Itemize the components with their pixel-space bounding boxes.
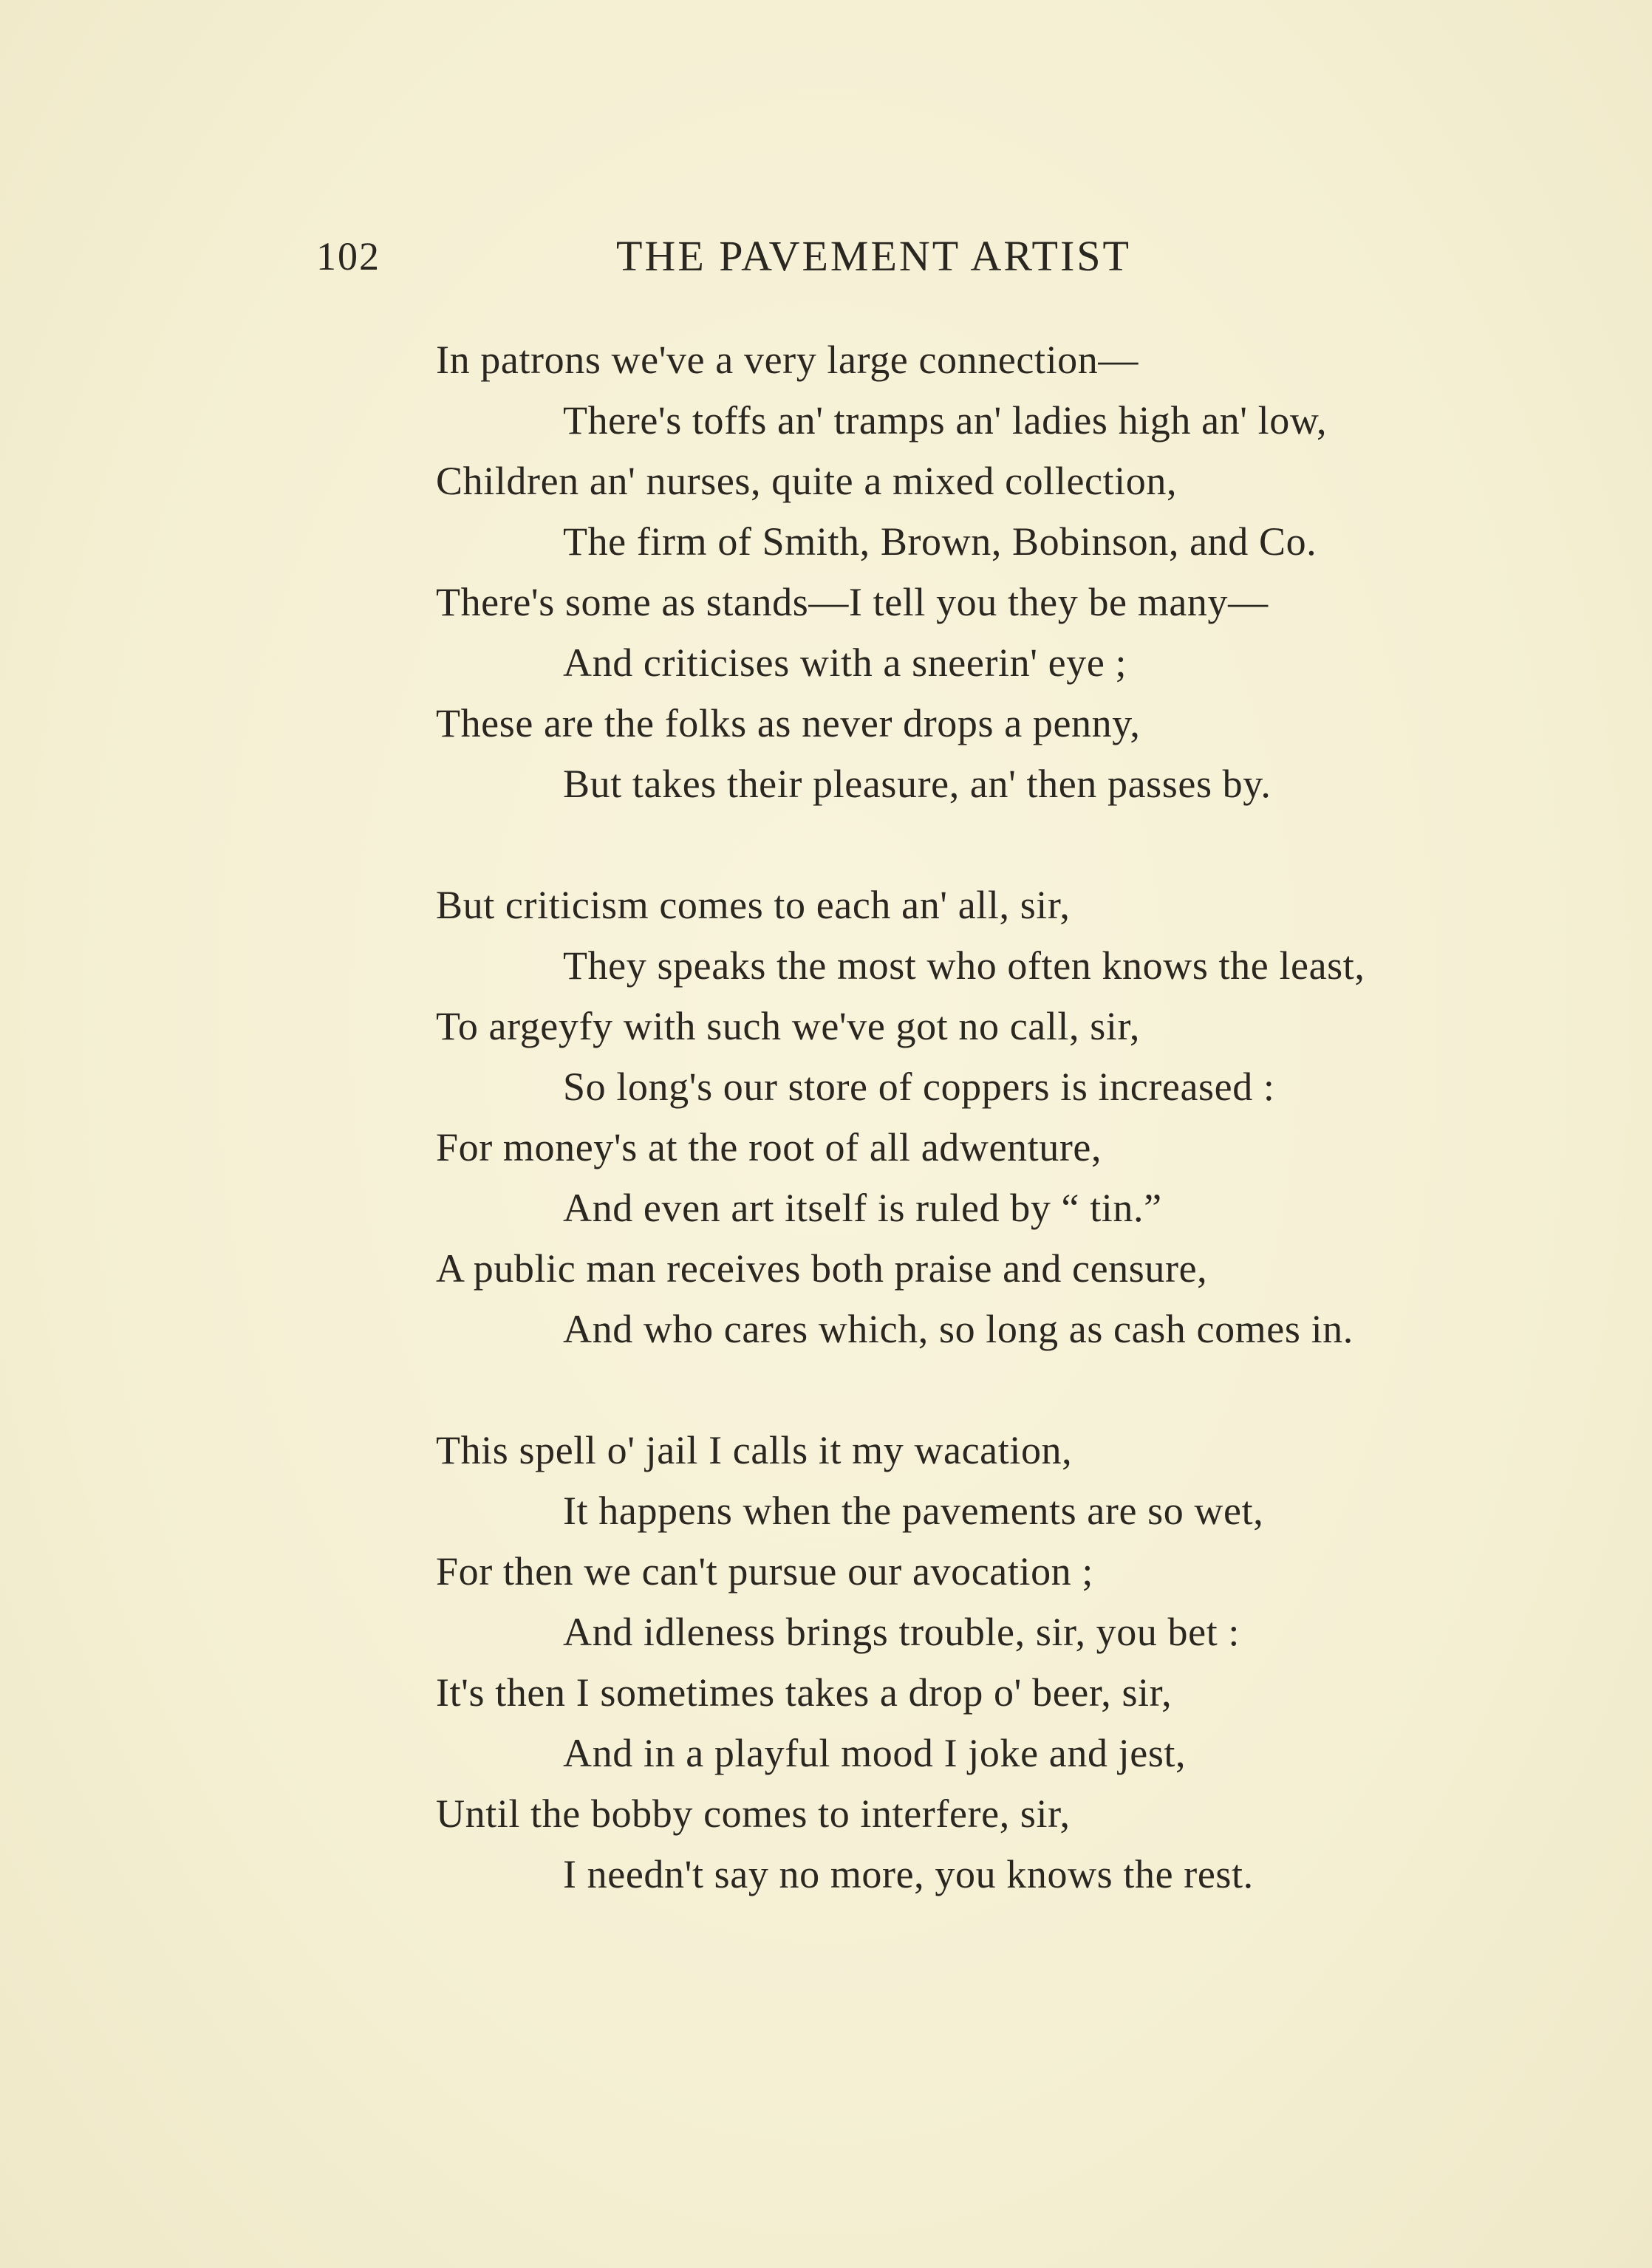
poem-line: They speaks the most who often knows the least, — [563, 943, 1365, 988]
page-number: 102 — [316, 234, 380, 279]
poem-line: In patrons we've a very large connection— — [436, 338, 1139, 382]
stanza-3 — [436, 1420, 1515, 1905]
poem-line: A public man receives both praise and censure, — [436, 1246, 1208, 1291]
poem-line: The firm of Smith, Brown, Bobinson, and Co. — [563, 519, 1317, 564]
poem-line: But criticism comes to each an' all, sir, — [436, 883, 1071, 927]
poem-line: There's some as stands—I tell you they be many— — [436, 580, 1269, 624]
running-title: THE PAVEMENT ARTIST — [616, 232, 1131, 280]
poem-line: I needn't say no more, you knows the rest. — [563, 1852, 1254, 1896]
stanza-1 — [436, 329, 1515, 814]
poem-line: Until the bobby comes to interfere, sir, — [436, 1791, 1071, 1836]
poem-line: So long's our store of coppers is increased : — [563, 1065, 1275, 1109]
poem-line: And who cares which, so long as cash comes in. — [563, 1307, 1354, 1351]
poem — [436, 329, 1515, 1965]
page-header — [0, 230, 1652, 282]
poem-line: This spell o' jail I calls it my wacation, — [436, 1428, 1073, 1472]
poem-line: It's then I sometimes takes a drop o' beer, sir, — [436, 1670, 1173, 1715]
poem-line: For money's at the root of all adwenture, — [436, 1125, 1102, 1169]
poem-line: Children an' nurses, quite a mixed collection, — [436, 459, 1178, 503]
poem-line: And even art itself is ruled by “ tin.” — [563, 1186, 1162, 1230]
poem-line: There's toffs an' tramps an' ladies high an' low, — [563, 398, 1328, 443]
poem-line: These are the folks as never drops a penny, — [436, 701, 1141, 745]
stanza-2 — [436, 875, 1515, 1359]
poem-line: For then we can't pursue our avocation ; — [436, 1549, 1093, 1594]
poem-line: And criticises with a sneerin' eye ; — [563, 641, 1127, 685]
poem-line: But takes their pleasure, an' then passes by. — [563, 762, 1272, 806]
poem-line: And idleness brings trouble, sir, you bet : — [563, 1610, 1240, 1654]
poem-line: To argeyfy with such we've got no call, sir, — [436, 1004, 1140, 1048]
poem-line: And in a playful mood I joke and jest, — [563, 1731, 1187, 1775]
poem-line: It happens when the pavements are so wet, — [563, 1489, 1264, 1533]
